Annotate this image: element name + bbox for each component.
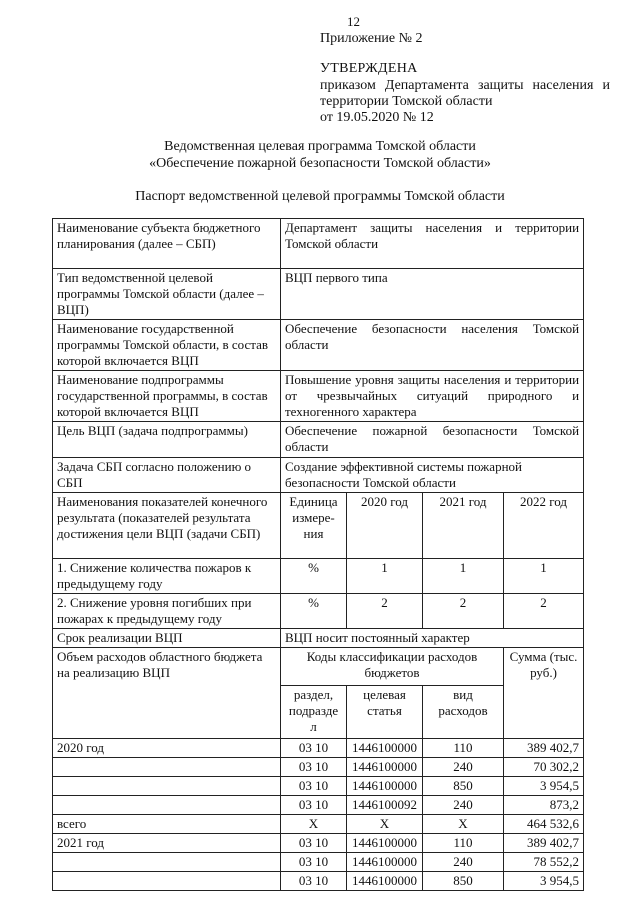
passport-table: [52, 218, 584, 891]
table-row: [53, 269, 584, 320]
table-row: [53, 629, 584, 648]
type-cell: 850: [423, 872, 504, 891]
approval-title: УТВЕРЖДЕНА: [320, 61, 418, 76]
section-cell: Х: [281, 815, 347, 834]
row-label: Наименование государственной программы Томской области, в состав которой включается ВЦП: [53, 320, 281, 371]
indicators-label: Наименования показателей конечного результата (показателей результата достижения цели ВЦП (задачи СБП): [53, 493, 281, 559]
sum-cell: 873,2: [504, 796, 584, 815]
indicator-name: 2. Снижение уровня погибших при пожарах к предыдущему году: [53, 594, 281, 629]
year-header: 2022 год: [504, 493, 584, 559]
row-value: Департамент защиты населения и территории Томской области: [281, 219, 584, 269]
section-cell: 03 10: [281, 796, 347, 815]
type-cell: 110: [423, 739, 504, 758]
program-title-line-2: «Обеспечение пожарной безопасности Томской области»: [149, 156, 491, 171]
table-row: [53, 458, 584, 493]
target-cell: 1446100000: [347, 853, 423, 872]
sum-header: Сумма (тыс. руб.): [504, 648, 584, 739]
sum-cell: 3 954,5: [504, 777, 584, 796]
row-label: Наименование подпрограммы государственной программы, в состав которой включается ВЦП: [53, 371, 281, 422]
target-cell: 1446100000: [347, 834, 423, 853]
table-row: [53, 219, 584, 269]
term-value: ВЦП носит постоянный характер: [281, 629, 584, 648]
period-cell: [53, 758, 281, 777]
section-cell: 03 10: [281, 758, 347, 777]
table-row: [53, 559, 584, 594]
table-row: [53, 648, 584, 686]
program-title-line-1: Ведомственная целевая программа Томской области: [164, 139, 476, 154]
period-cell: [53, 796, 281, 815]
table-row: [53, 371, 584, 422]
approval-line-2: территории Томской области: [320, 94, 493, 109]
indicator-value: 2: [504, 594, 584, 629]
table-row: [53, 758, 584, 777]
period-cell: 2021 год: [53, 834, 281, 853]
row-value: Обеспечение пожарной безопасности Томской области: [281, 422, 584, 458]
target-cell: 1446100000: [347, 872, 423, 891]
period-cell: всего: [53, 815, 281, 834]
indicator-value: 1: [347, 559, 423, 594]
codes-header: Коды классификации расходов бюджетов: [281, 648, 504, 686]
appendix-label: Приложение № 2: [320, 31, 423, 46]
year-header: 2020 год: [347, 493, 423, 559]
row-value: Повышение уровня защиты населения и территории от чрезвычайных ситуаций природного и техногенного характера: [281, 371, 584, 422]
target-cell: 1446100000: [347, 777, 423, 796]
target-cell: 1446100092: [347, 796, 423, 815]
table-row: [53, 853, 584, 872]
target-cell: Х: [347, 815, 423, 834]
period-cell: [53, 872, 281, 891]
approval-line-1: приказом Департамента защиты населения и: [320, 78, 610, 93]
period-cell: 2020 год: [53, 739, 281, 758]
table-row: [53, 815, 584, 834]
period-cell: [53, 853, 281, 872]
term-label: Срок реализации ВЦП: [53, 629, 281, 648]
row-label: Тип ведомственной целевой программы Томской области (далее – ВЦП): [53, 269, 281, 320]
row-value: Обеспечение безопасности населения Томской области: [281, 320, 584, 371]
table-row: [53, 493, 584, 559]
table-row: [53, 422, 584, 458]
section-cell: 03 10: [281, 853, 347, 872]
type-cell: 240: [423, 796, 504, 815]
table-row: [53, 594, 584, 629]
sum-cell: 3 954,5: [504, 872, 584, 891]
indicator-value: 2: [423, 594, 504, 629]
type-cell: 240: [423, 853, 504, 872]
budget-label: Объем расходов областного бюджета на реализацию ВЦП: [53, 648, 281, 739]
table-row: [53, 872, 584, 891]
row-value: ВЦП первого типа: [281, 269, 584, 320]
section-cell: 03 10: [281, 834, 347, 853]
type-cell: 850: [423, 777, 504, 796]
section-cell: 03 10: [281, 777, 347, 796]
unit-header: Единица измере-ния: [281, 493, 347, 559]
col-target-header: целевая статья: [347, 686, 423, 739]
indicator-name: 1. Снижение количества пожаров к предыдущему году: [53, 559, 281, 594]
target-cell: 1446100000: [347, 739, 423, 758]
col-type-header: вид расходов: [423, 686, 504, 739]
passport-title: Паспорт ведомственной целевой программы Томской области: [135, 189, 505, 204]
sum-cell: 389 402,7: [504, 739, 584, 758]
col-section-header: раздел, подразде л: [281, 686, 347, 739]
table-row: [53, 739, 584, 758]
type-cell: Х: [423, 815, 504, 834]
sum-cell: 389 402,7: [504, 834, 584, 853]
period-cell: [53, 777, 281, 796]
row-label: Задача СБП согласно положению о СБП: [53, 458, 281, 493]
sum-cell: 464 532,6: [504, 815, 584, 834]
table-row: [53, 777, 584, 796]
target-cell: 1446100000: [347, 758, 423, 777]
indicator-unit: %: [281, 594, 347, 629]
indicator-unit: %: [281, 559, 347, 594]
approval-date: от 19.05.2020 № 12: [320, 110, 434, 125]
table-row: [53, 320, 584, 371]
row-label: Наименование субъекта бюджетного планирования (далее – СБП): [53, 219, 281, 269]
indicator-value: 2: [347, 594, 423, 629]
year-header: 2021 год: [423, 493, 504, 559]
type-cell: 240: [423, 758, 504, 777]
table-row: [53, 834, 584, 853]
indicator-value: 1: [423, 559, 504, 594]
indicator-value: 1: [504, 559, 584, 594]
sum-cell: 70 302,2: [504, 758, 584, 777]
page-number: 12: [347, 14, 360, 29]
sum-cell: 78 552,2: [504, 853, 584, 872]
table-row: [53, 796, 584, 815]
row-value: Создание эффективной системы пожарной безопасности Томской области: [281, 458, 584, 493]
row-label: Цель ВЦП (задача подпрограммы): [53, 422, 281, 458]
type-cell: 110: [423, 834, 504, 853]
section-cell: 03 10: [281, 739, 347, 758]
section-cell: 03 10: [281, 872, 347, 891]
